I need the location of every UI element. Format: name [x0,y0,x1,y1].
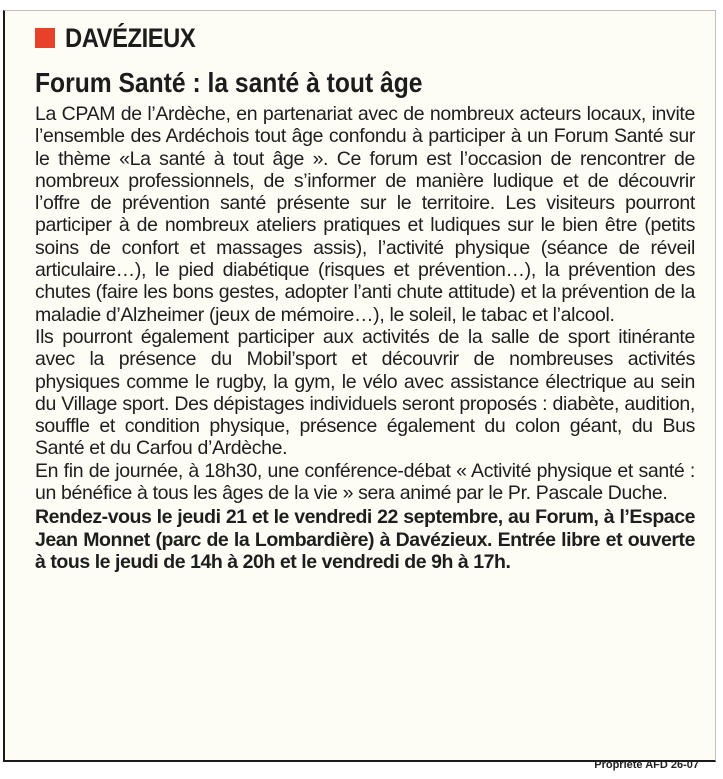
article-body [35,103,695,573]
newspaper-clipping [3,10,716,762]
article-headline: Forum Santé : la santé à tout âge [35,67,423,98]
paragraph-activities: Ils pourront également participer aux activités de la salle de sport itinérante avec la présence du Mobil’sport et découvrir de nombreuses activités physiques comme le rugby, la gym, le vélo avec assistance électrique au sein du Village sport. Des dépistages individuels seront proposés : diabète, audition, souffle et condition physique, présence également du colon géant, du Bus Santé et du Carfou d’Ardèche. [35,325,695,460]
paragraph-rendezvous: Rendez-vous le jeudi 21 et le vendredi 22 septembre, au Forum, à l’Espace Jean Monnet (parc de la Lombardière) à Davézieux. Entrée libre et ouverte à tous le jeudi de 14h à 20h et le vendredi de 9h à 17h. [35,506,695,573]
locality-name: DAVÉZIEUX [65,22,196,53]
locality-header [35,23,213,53]
paragraph-intro: La CPAM de l’Ardèche, en partenariat avec de nombreux acteurs locaux, invite l’ensemble des Ardéchois tout âge confondu à participer à un Forum Santé sur le thème «La santé à tout âge ». Ce forum est l’occasion de rencontrer de nombreux professionnels, de s’informer de manière ludique et de découvrir l’offre de prévention santé présente sur le territoire. Les visiteurs pourront participer à de nombreux ateliers pratiques et ludiques sur le bien être (petits soins de confort et massages assis), l’activité physique (séance de réveil articulaire…), le pied diabétique (risques et prévention…), la prévention des chutes (faire les bons gestes, adopter l’anti chute attitude) et la prévention de la maladie d’Alzheimer (jeux de mémoire…), le soleil, le tabac et l’alcool. [35,103,695,326]
ownership-credit: Propriété AFD 26-07 [594,759,699,771]
paragraph-conference: En fin de journée, à 18h30, une conférence-débat « Activité physique et santé : un bénéfice à tous les âges de la vie » sera animé par le Pr. Pascale Duche. [35,459,695,505]
red-square-marker [35,28,55,48]
